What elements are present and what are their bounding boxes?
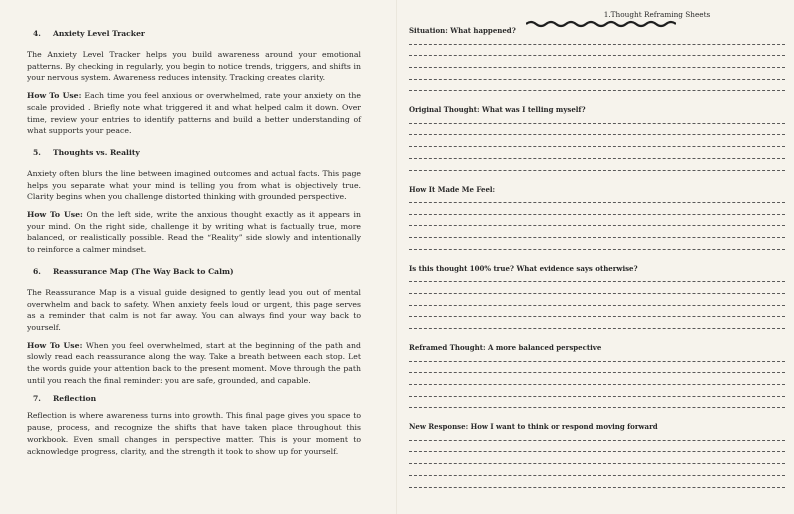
section-title: Anxiety Level Tracker xyxy=(53,29,145,38)
how-to-use-text: Each time you feel anxious or overwhelmed, rate your anxiety on the scale provided . Briefly note what triggered it and what helped calm it down. Over time, review your entries to identify patterns and build a better understanding of what supports your peace. xyxy=(27,91,361,136)
section-number: 6. xyxy=(33,266,41,276)
how-to-use-label: How To Use: xyxy=(27,210,83,220)
writing-lines[interactable] xyxy=(409,352,785,408)
prompt-original-thought: Original Thought: What was I telling myself? xyxy=(409,105,586,115)
right-page xyxy=(397,0,794,514)
writing-lines[interactable] xyxy=(409,273,785,329)
how-to-use-text: When you feel overwhelmed, start at the beginning of the path and slowly read each reassurance along the way. Take a breath between each stop. Let the words guide your attention back to the present moment. Move through the path until you reach the final reminder: you are safe, grounded, and capable. xyxy=(27,340,361,385)
section-description: The Reassurance Map is a visual guide designed to gently lead you out of mental overwhelm and back to safety. When anxiety feels loud or urgent, this page serves as a reminder that calm is not far away. You can always find your way back to yourself. xyxy=(27,287,361,332)
section-number: 4. xyxy=(33,29,41,38)
section-description: Anxiety often blurs the line between imagined outcomes and actual facts. This page helps you separate what your mind is telling you from what is objectively true. Clarity begins when you challenge distorted thinking with grounded perspective. xyxy=(27,168,361,202)
section-heading xyxy=(27,394,361,403)
writing-lines[interactable] xyxy=(409,35,785,91)
prompt-feelings: How It Made Me Feel: xyxy=(409,184,496,194)
section-heading xyxy=(27,267,361,276)
how-to-use-label: How To Use: xyxy=(27,91,82,101)
writing-lines[interactable] xyxy=(409,194,785,250)
prompt-reframed-thought: Reframed Thought: A more balanced perspective xyxy=(409,343,602,352)
prompt-evidence: Is this thought 100% true? What evidence says otherwise? xyxy=(409,263,638,273)
section-heading xyxy=(27,148,361,157)
how-to-use-text: On the left side, write the anxious thought exactly as it appears in your mind. On the right side, challenge it by writing what is factually true, more balanced, or realistically possible. Read the “Reality” side slowly and intentionally to reinforce a calmer mindset. xyxy=(27,210,361,255)
how-to-use-paragraph xyxy=(27,90,361,137)
section-heading xyxy=(27,29,361,38)
writing-lines[interactable] xyxy=(409,431,785,487)
section-title: Thoughts vs. Reality xyxy=(53,147,140,157)
sheet-title: 1.Thought Reframing Sheets xyxy=(603,10,711,19)
section-number: 5. xyxy=(33,147,41,157)
section-description: Reflection is where awareness turns into growth. This final page gives you space to pause, process, and recognize the shifts that have taken place throughout this workbook. Even small changes in perspective matter. This is your moment to acknowledge progress, clarity, and the strength it took to show up for yourself. xyxy=(27,411,361,456)
prompt-situation: Situation: What happened? xyxy=(409,26,516,35)
prompt-new-response: New Response: How I want to think or respond moving forward xyxy=(409,422,658,432)
section-title: Reassurance Map (The Way Back to Calm) xyxy=(53,266,234,276)
writing-lines[interactable] xyxy=(409,114,785,170)
how-to-use-paragraph xyxy=(27,340,361,387)
how-to-use-paragraph xyxy=(27,209,361,256)
section-description: The Anxiety Level Tracker helps you build awareness around your emotional patterns. By checking in regularly, you begin to notice trends, triggers, and shifts in your nervous system. Awareness reduces intensity. Tracking creates clarity. xyxy=(27,50,361,83)
how-to-use-label: How To Use: xyxy=(27,340,83,350)
section-title: Reflection xyxy=(53,394,97,404)
section-number: 7. xyxy=(33,394,41,404)
